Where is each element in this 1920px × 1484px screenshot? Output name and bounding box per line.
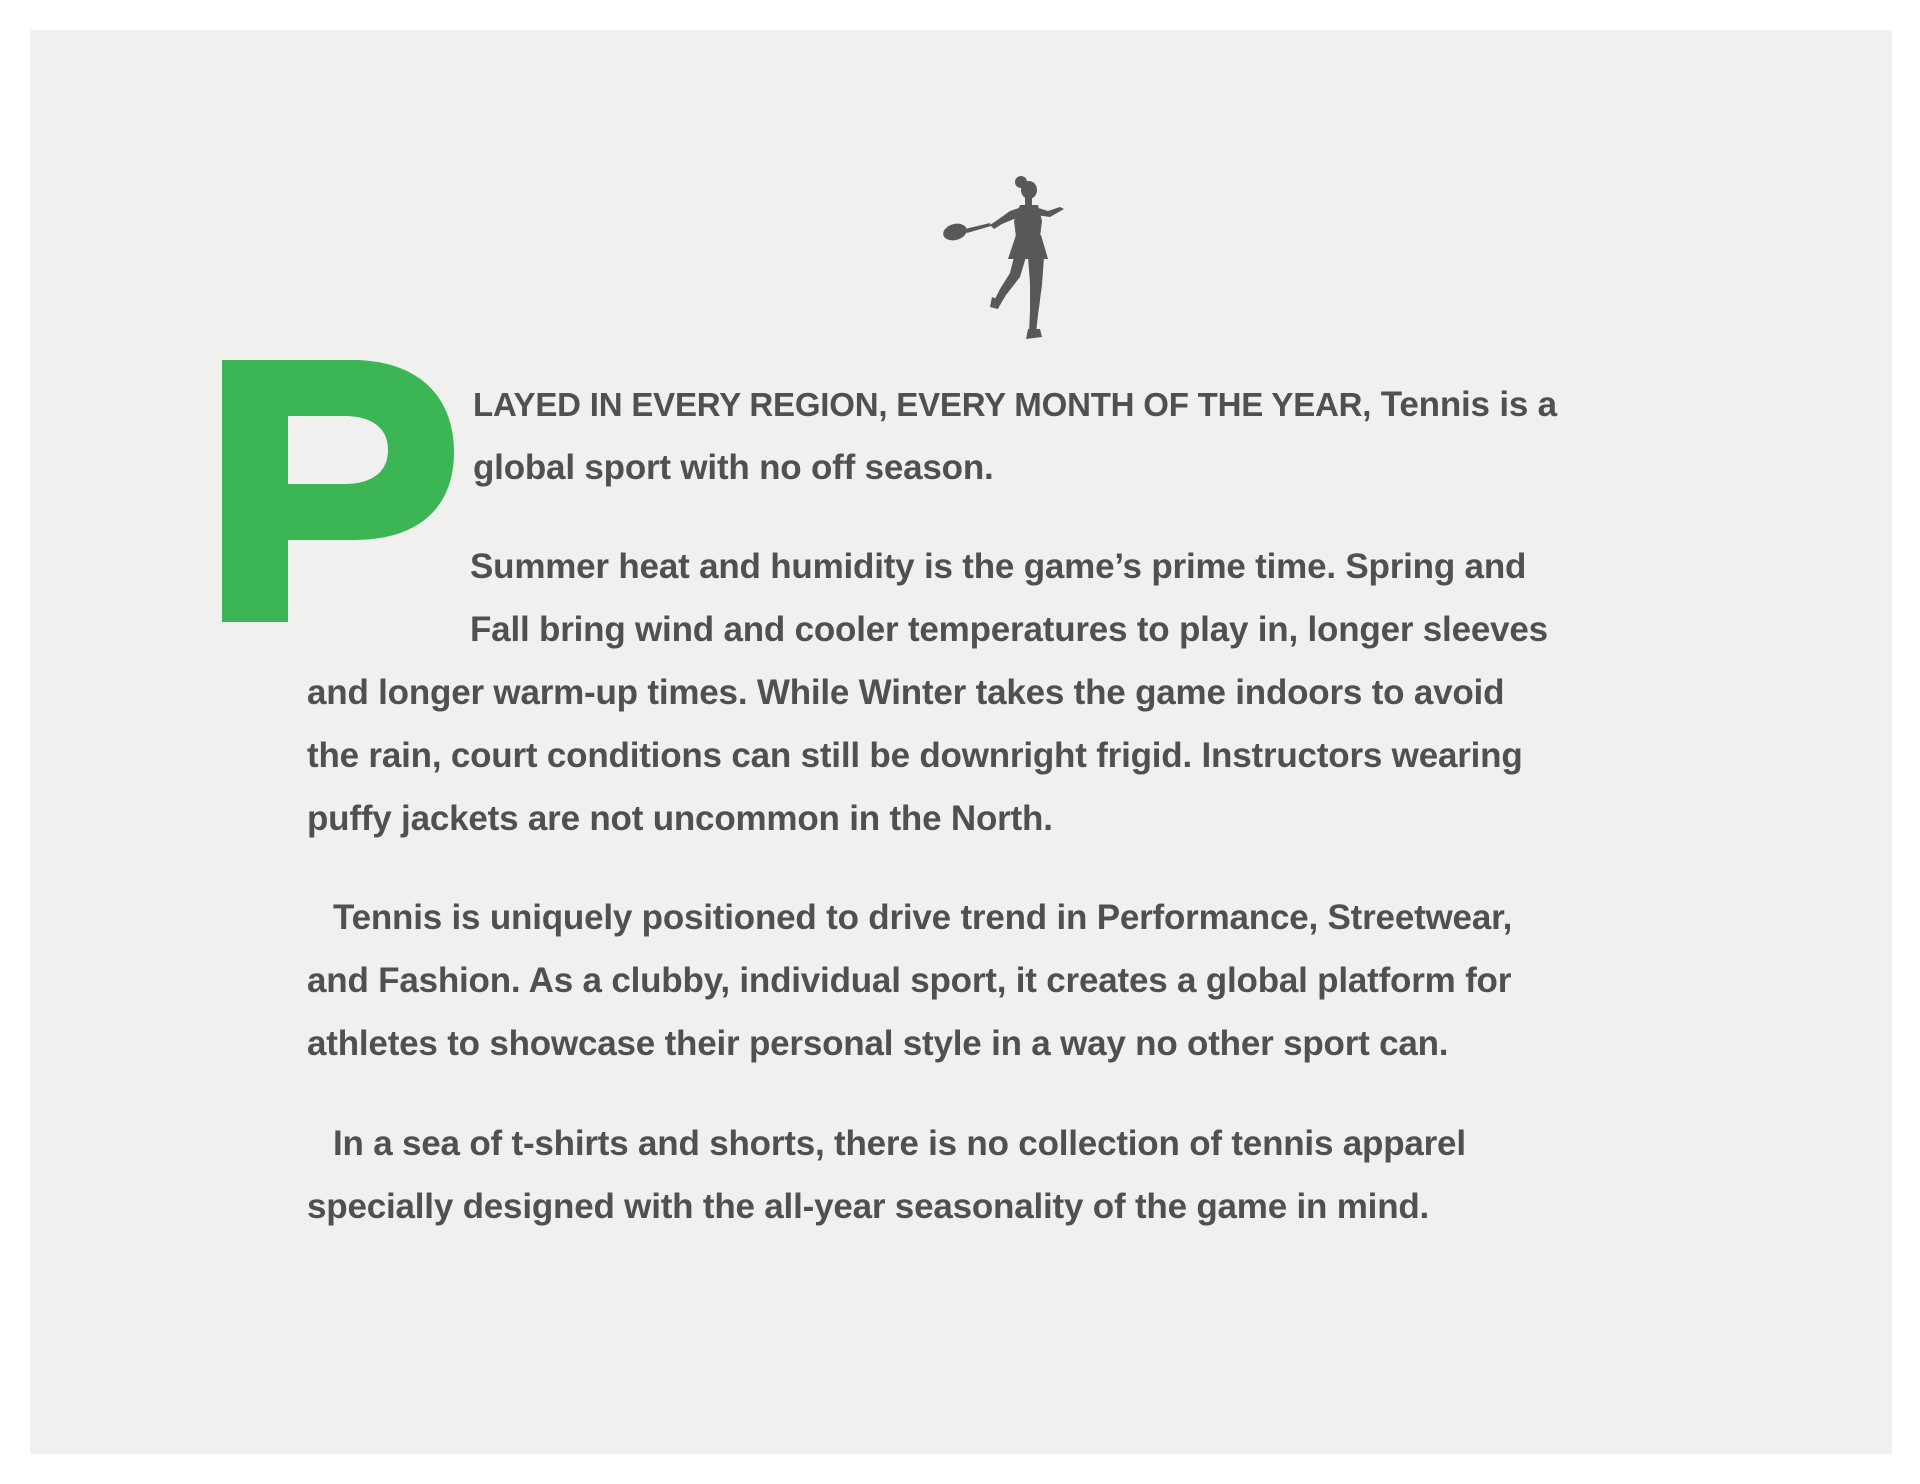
intro-rest-text: Tennis is a xyxy=(1371,385,1557,424)
paragraph2-line: the rain, court conditions can still be downright frigid. Instructors wearing xyxy=(307,736,1523,775)
paragraph3-line: and Fashion. As a clubby, individual sport, it creates a global platform for xyxy=(307,961,1512,1000)
paragraph2-line: puffy jackets are not uncommon in the North. xyxy=(307,799,1053,838)
paragraph3-line: Tennis is uniquely positioned to drive trend in Performance, Streetwear, xyxy=(333,898,1513,937)
intro-caps-text: LAYED IN EVERY REGION, EVERY MONTH OF THE YEAR, xyxy=(473,386,1372,423)
paragraph4-line: specially designed with the all-year seasonality of the game in mind. xyxy=(307,1187,1430,1226)
paragraph2-line: Summer heat and humidity is the game’s prime time. Spring and xyxy=(470,547,1527,586)
paragraph2-line: and longer warm-up times. While Winter takes the game indoors to avoid xyxy=(307,673,1505,712)
intro-line-1 xyxy=(473,385,1557,425)
paragraph2-line: Fall bring wind and cooler temperatures to play in, longer sleeves xyxy=(470,610,1548,649)
tennis-player-silhouette-icon xyxy=(910,145,1070,345)
intro-line-2: global sport with no off season. xyxy=(473,448,994,487)
paragraph4-line: In a sea of t-shirts and shorts, there is no collection of tennis apparel xyxy=(333,1124,1466,1163)
paragraph3-line: athletes to showcase their personal style in a way no other sport can. xyxy=(307,1024,1449,1063)
drop-cap-letter xyxy=(222,360,454,622)
